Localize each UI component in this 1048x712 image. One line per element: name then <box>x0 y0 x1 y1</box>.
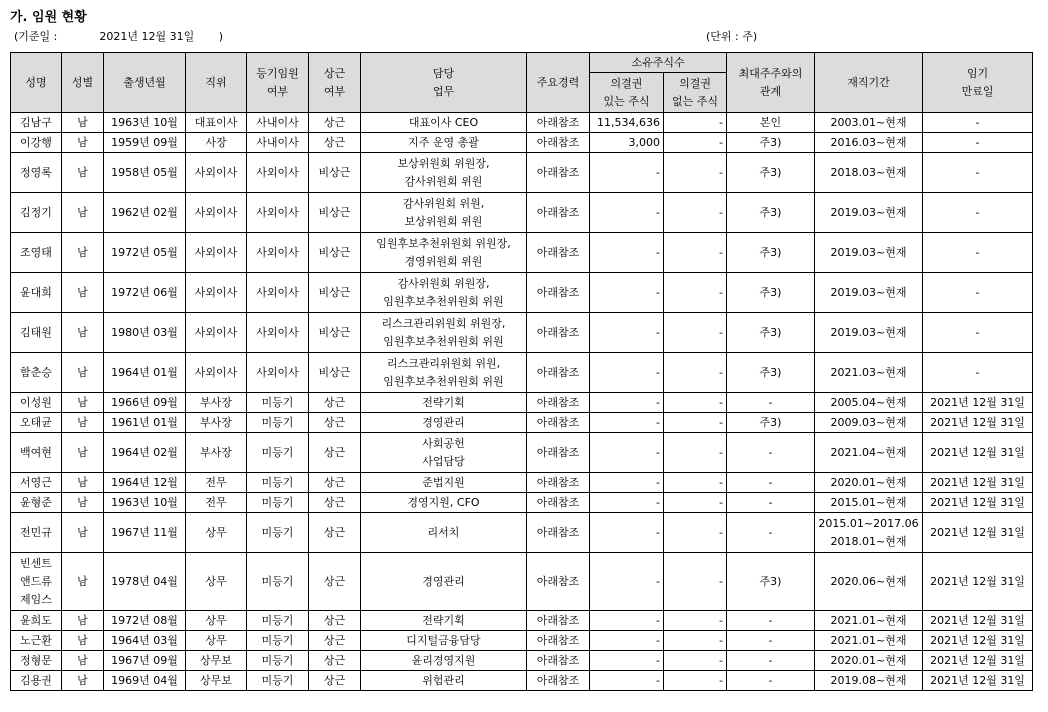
cell-career: 아래참조 <box>527 651 590 671</box>
cell-gender: 남 <box>62 493 104 513</box>
cell-voting: - <box>590 353 664 393</box>
cell-relation: - <box>727 473 815 493</box>
cell-gender: 남 <box>62 651 104 671</box>
cell-registered: 미등기 <box>247 473 309 493</box>
cell-nonvoting: - <box>664 433 727 473</box>
basis-label: (기준일 : <box>14 30 58 43</box>
cell-position: 사외이사 <box>186 233 247 273</box>
cell-position: 전무 <box>186 493 247 513</box>
cell-term-end: 2021년 12월 31일 <box>923 671 1033 691</box>
cell-position: 사장 <box>186 133 247 153</box>
cell-tenure: 2019.08~현재 <box>815 671 923 691</box>
cell-position: 전무 <box>186 473 247 493</box>
cell-fulltime: 상근 <box>309 473 361 493</box>
cell-duty: 위험관리 <box>361 671 527 691</box>
cell-voting: - <box>590 473 664 493</box>
table-row <box>11 671 1033 691</box>
table-row <box>11 553 1033 611</box>
cell-career: 아래참조 <box>527 273 590 313</box>
cell-nonvoting: - <box>664 113 727 133</box>
table-row <box>11 413 1033 433</box>
header-tenure: 재직기간 <box>815 53 923 113</box>
cell-duty: 경영관리 <box>361 413 527 433</box>
cell-tenure: 2015.01~현재 <box>815 493 923 513</box>
cell-name: 정영록 <box>11 153 62 193</box>
cell-gender: 남 <box>62 553 104 611</box>
cell-nonvoting: - <box>664 513 727 553</box>
cell-nonvoting: - <box>664 493 727 513</box>
cell-tenure: 2020.06~현재 <box>815 553 923 611</box>
cell-registered: 미등기 <box>247 611 309 631</box>
cell-name: 김정기 <box>11 193 62 233</box>
cell-voting: - <box>590 313 664 353</box>
cell-term-end: - <box>923 113 1033 133</box>
cell-position: 부사장 <box>186 433 247 473</box>
cell-fulltime: 상근 <box>309 433 361 473</box>
cell-name: 조영태 <box>11 233 62 273</box>
cell-tenure: 2016.03~현재 <box>815 133 923 153</box>
cell-term-end: - <box>923 353 1033 393</box>
cell-tenure: 2021.01~현재 <box>815 631 923 651</box>
cell-birth: 1963년 10월 <box>104 113 186 133</box>
unit-label: (단위 : 주) <box>706 30 758 43</box>
table-row <box>11 611 1033 631</box>
executive-table-body <box>11 113 1033 691</box>
cell-gender: 남 <box>62 193 104 233</box>
cell-voting: - <box>590 393 664 413</box>
cell-tenure: 2003.01~현재 <box>815 113 923 133</box>
cell-gender: 남 <box>62 133 104 153</box>
cell-registered: 사내이사 <box>247 133 309 153</box>
cell-gender: 남 <box>62 631 104 651</box>
table-row <box>11 393 1033 413</box>
cell-registered: 미등기 <box>247 631 309 651</box>
cell-tenure: 2009.03~현재 <box>815 413 923 433</box>
cell-registered: 미등기 <box>247 393 309 413</box>
cell-nonvoting: - <box>664 413 727 433</box>
cell-career: 아래참조 <box>527 611 590 631</box>
cell-tenure: 2019.03~현재 <box>815 233 923 273</box>
cell-term-end: 2021년 12월 31일 <box>923 513 1033 553</box>
cell-name: 윤형준 <box>11 493 62 513</box>
header-registered: 등기임원 여부 <box>247 53 309 113</box>
cell-nonvoting: - <box>664 193 727 233</box>
cell-relation: - <box>727 393 815 413</box>
cell-term-end: - <box>923 273 1033 313</box>
cell-birth: 1972년 08월 <box>104 611 186 631</box>
cell-term-end: 2021년 12월 31일 <box>923 413 1033 433</box>
cell-birth: 1964년 01월 <box>104 353 186 393</box>
cell-nonvoting: - <box>664 273 727 313</box>
cell-name: 김용권 <box>11 671 62 691</box>
cell-fulltime: 상근 <box>309 133 361 153</box>
basis-date-line <box>14 28 223 44</box>
cell-fulltime: 상근 <box>309 413 361 433</box>
cell-name: 전민규 <box>11 513 62 553</box>
cell-birth: 1967년 11월 <box>104 513 186 553</box>
cell-career: 아래참조 <box>527 133 590 153</box>
cell-relation: - <box>727 513 815 553</box>
cell-registered: 사외이사 <box>247 353 309 393</box>
cell-name: 김남구 <box>11 113 62 133</box>
cell-registered: 사외이사 <box>247 273 309 313</box>
cell-position: 상무보 <box>186 651 247 671</box>
cell-birth: 1964년 03월 <box>104 631 186 651</box>
header-fulltime: 상근 여부 <box>309 53 361 113</box>
cell-voting: - <box>590 631 664 651</box>
cell-birth: 1963년 10월 <box>104 493 186 513</box>
cell-career: 아래참조 <box>527 671 590 691</box>
cell-birth: 1964년 12월 <box>104 473 186 493</box>
cell-fulltime: 상근 <box>309 671 361 691</box>
cell-tenure: 2015.01~2017.06 2018.01~현재 <box>815 513 923 553</box>
cell-term-end: - <box>923 193 1033 233</box>
cell-gender: 남 <box>62 513 104 553</box>
cell-position: 대표이사 <box>186 113 247 133</box>
cell-duty: 디지털금융담당 <box>361 631 527 651</box>
cell-career: 아래참조 <box>527 353 590 393</box>
cell-position: 상무보 <box>186 671 247 691</box>
cell-gender: 남 <box>62 273 104 313</box>
table-row <box>11 493 1033 513</box>
cell-relation: 주3) <box>727 413 815 433</box>
cell-nonvoting: - <box>664 133 727 153</box>
cell-gender: 남 <box>62 433 104 473</box>
header-shares: 소유주식수 <box>590 53 727 73</box>
cell-voting: - <box>590 553 664 611</box>
cell-name: 빈센트 앤드류 제임스 <box>11 553 62 611</box>
cell-voting: - <box>590 273 664 313</box>
cell-tenure: 2019.03~현재 <box>815 193 923 233</box>
cell-duty: 임원후보추천위원회 위원장, 경영위원회 위원 <box>361 233 527 273</box>
cell-duty: 경영지원, CFO <box>361 493 527 513</box>
cell-tenure: 2021.01~현재 <box>815 611 923 631</box>
cell-gender: 남 <box>62 153 104 193</box>
cell-relation: 주3) <box>727 133 815 153</box>
table-row <box>11 273 1033 313</box>
cell-term-end: 2021년 12월 31일 <box>923 651 1033 671</box>
cell-registered: 사내이사 <box>247 113 309 133</box>
cell-birth: 1980년 03월 <box>104 313 186 353</box>
cell-registered: 사외이사 <box>247 313 309 353</box>
cell-fulltime: 상근 <box>309 651 361 671</box>
cell-tenure: 2021.03~현재 <box>815 353 923 393</box>
cell-career: 아래참조 <box>527 193 590 233</box>
cell-nonvoting: - <box>664 473 727 493</box>
cell-position: 상무 <box>186 553 247 611</box>
header-shares-nonvoting: 의결권 없는 주식 <box>664 73 727 113</box>
table-row <box>11 313 1033 353</box>
cell-relation: 주3) <box>727 313 815 353</box>
cell-duty: 전략기획 <box>361 393 527 413</box>
cell-duty: 윤리경영지원 <box>361 651 527 671</box>
table-row <box>11 113 1033 133</box>
cell-nonvoting: - <box>664 313 727 353</box>
cell-career: 아래참조 <box>527 631 590 651</box>
cell-term-end: 2021년 12월 31일 <box>923 433 1033 473</box>
cell-birth: 1967년 09월 <box>104 651 186 671</box>
cell-duty: 보상위원회 위원장, 감사위원회 위원 <box>361 153 527 193</box>
cell-duty: 사회공헌 사업담당 <box>361 433 527 473</box>
cell-relation: - <box>727 671 815 691</box>
cell-fulltime: 상근 <box>309 553 361 611</box>
cell-relation: - <box>727 651 815 671</box>
cell-voting: 3,000 <box>590 133 664 153</box>
basis-date: 2021년 12월 31일 <box>99 30 195 43</box>
cell-voting: - <box>590 671 664 691</box>
cell-relation: 주3) <box>727 353 815 393</box>
cell-duty: 전략기획 <box>361 611 527 631</box>
cell-career: 아래참조 <box>527 513 590 553</box>
cell-tenure: 2020.01~현재 <box>815 473 923 493</box>
cell-nonvoting: - <box>664 651 727 671</box>
cell-birth: 1966년 09월 <box>104 393 186 413</box>
cell-registered: 미등기 <box>247 651 309 671</box>
cell-registered: 사외이사 <box>247 233 309 273</box>
cell-career: 아래참조 <box>527 473 590 493</box>
cell-registered: 미등기 <box>247 433 309 473</box>
cell-position: 사외이사 <box>186 313 247 353</box>
cell-nonvoting: - <box>664 393 727 413</box>
cell-gender: 남 <box>62 353 104 393</box>
cell-term-end: 2021년 12월 31일 <box>923 553 1033 611</box>
cell-fulltime: 상근 <box>309 631 361 651</box>
cell-gender: 남 <box>62 473 104 493</box>
cell-birth: 1959년 09월 <box>104 133 186 153</box>
cell-nonvoting: - <box>664 353 727 393</box>
cell-name: 노근환 <box>11 631 62 651</box>
cell-career: 아래참조 <box>527 553 590 611</box>
header-position: 직위 <box>186 53 247 113</box>
cell-birth: 1972년 06월 <box>104 273 186 313</box>
cell-registered: 미등기 <box>247 553 309 611</box>
cell-relation: - <box>727 433 815 473</box>
cell-position: 부사장 <box>186 413 247 433</box>
cell-relation: 주3) <box>727 153 815 193</box>
table-row <box>11 133 1033 153</box>
cell-fulltime: 비상근 <box>309 153 361 193</box>
cell-fulltime: 비상근 <box>309 273 361 313</box>
cell-position: 상무 <box>186 631 247 651</box>
cell-name: 윤대희 <box>11 273 62 313</box>
cell-gender: 남 <box>62 611 104 631</box>
header-birth: 출생년월 <box>104 53 186 113</box>
cell-duty: 리서치 <box>361 513 527 553</box>
cell-name: 백여현 <box>11 433 62 473</box>
header-career: 주요경력 <box>527 53 590 113</box>
cell-nonvoting: - <box>664 671 727 691</box>
cell-registered: 사외이사 <box>247 193 309 233</box>
cell-name: 정형문 <box>11 651 62 671</box>
cell-fulltime: 상근 <box>309 393 361 413</box>
cell-voting: - <box>590 153 664 193</box>
cell-voting: - <box>590 493 664 513</box>
cell-nonvoting: - <box>664 153 727 193</box>
table-row <box>11 651 1033 671</box>
cell-registered: 미등기 <box>247 671 309 691</box>
cell-voting: - <box>590 651 664 671</box>
cell-position: 상무 <box>186 611 247 631</box>
section-title: 가. 임원 현황 <box>10 10 87 25</box>
cell-birth: 1972년 05월 <box>104 233 186 273</box>
cell-career: 아래참조 <box>527 433 590 473</box>
cell-position: 상무 <box>186 513 247 553</box>
cell-nonvoting: - <box>664 631 727 651</box>
header-term-end: 임기 만료일 <box>923 53 1033 113</box>
table-row <box>11 193 1033 233</box>
cell-term-end: - <box>923 233 1033 273</box>
cell-duty: 준법지원 <box>361 473 527 493</box>
cell-registered: 사외이사 <box>247 153 309 193</box>
header-duty: 담당 업무 <box>361 53 527 113</box>
cell-term-end: - <box>923 313 1033 353</box>
cell-nonvoting: - <box>664 233 727 273</box>
cell-gender: 남 <box>62 671 104 691</box>
cell-name: 오태균 <box>11 413 62 433</box>
cell-fulltime: 비상근 <box>309 353 361 393</box>
table-row <box>11 233 1033 273</box>
cell-career: 아래참조 <box>527 113 590 133</box>
cell-birth: 1964년 02월 <box>104 433 186 473</box>
cell-birth: 1961년 01월 <box>104 413 186 433</box>
cell-position: 부사장 <box>186 393 247 413</box>
cell-gender: 남 <box>62 413 104 433</box>
cell-voting: - <box>590 433 664 473</box>
cell-term-end: 2021년 12월 31일 <box>923 611 1033 631</box>
cell-career: 아래참조 <box>527 313 590 353</box>
cell-name: 서영근 <box>11 473 62 493</box>
cell-gender: 남 <box>62 113 104 133</box>
cell-nonvoting: - <box>664 553 727 611</box>
cell-position: 사외이사 <box>186 153 247 193</box>
cell-registered: 미등기 <box>247 413 309 433</box>
table-row <box>11 631 1033 651</box>
cell-duty: 지주 운영 총괄 <box>361 133 527 153</box>
cell-term-end: 2021년 12월 31일 <box>923 631 1033 651</box>
cell-voting: - <box>590 233 664 273</box>
cell-tenure: 2019.03~현재 <box>815 273 923 313</box>
cell-fulltime: 상근 <box>309 513 361 553</box>
cell-voting: - <box>590 413 664 433</box>
cell-nonvoting: - <box>664 611 727 631</box>
cell-position: 사외이사 <box>186 193 247 233</box>
cell-duty: 대표이사 CEO <box>361 113 527 133</box>
cell-tenure: 2019.03~현재 <box>815 313 923 353</box>
cell-birth: 1978년 04월 <box>104 553 186 611</box>
cell-fulltime: 비상근 <box>309 313 361 353</box>
cell-fulltime: 상근 <box>309 611 361 631</box>
executive-table <box>10 52 1033 691</box>
cell-name: 윤희도 <box>11 611 62 631</box>
cell-position: 사외이사 <box>186 273 247 313</box>
cell-name: 함춘승 <box>11 353 62 393</box>
cell-career: 아래참조 <box>527 393 590 413</box>
cell-term-end: 2021년 12월 31일 <box>923 393 1033 413</box>
cell-birth: 1969년 04월 <box>104 671 186 691</box>
cell-gender: 남 <box>62 233 104 273</box>
cell-relation: 주3) <box>727 193 815 233</box>
cell-duty: 감사위원회 위원장, 임원후보추천위원회 위원 <box>361 273 527 313</box>
cell-career: 아래참조 <box>527 413 590 433</box>
cell-career: 아래참조 <box>527 493 590 513</box>
cell-term-end: - <box>923 133 1033 153</box>
cell-relation: 주3) <box>727 553 815 611</box>
cell-gender: 남 <box>62 313 104 353</box>
cell-gender: 남 <box>62 393 104 413</box>
table-row <box>11 473 1033 493</box>
cell-fulltime: 상근 <box>309 493 361 513</box>
cell-term-end: 2021년 12월 31일 <box>923 473 1033 493</box>
cell-term-end: 2021년 12월 31일 <box>923 493 1033 513</box>
cell-relation: 주3) <box>727 273 815 313</box>
cell-duty: 감사위원회 위원, 보상위원회 위원 <box>361 193 527 233</box>
cell-voting: 11,534,636 <box>590 113 664 133</box>
cell-duty: 리스크관리위원회 위원장, 임원후보추천위원회 위원 <box>361 313 527 353</box>
cell-tenure: 2005.04~현재 <box>815 393 923 413</box>
cell-position: 사외이사 <box>186 353 247 393</box>
table-row <box>11 513 1033 553</box>
cell-term-end: - <box>923 153 1033 193</box>
basis-close: ) <box>218 30 223 43</box>
cell-relation: 본인 <box>727 113 815 133</box>
header-relation: 최대주주와의 관계 <box>727 53 815 113</box>
cell-voting: - <box>590 193 664 233</box>
cell-registered: 미등기 <box>247 513 309 553</box>
cell-tenure: 2018.03~현재 <box>815 153 923 193</box>
cell-fulltime: 상근 <box>309 113 361 133</box>
cell-voting: - <box>590 513 664 553</box>
header-name: 성명 <box>11 53 62 113</box>
header-gender: 성별 <box>62 53 104 113</box>
table-row <box>11 433 1033 473</box>
cell-relation: - <box>727 611 815 631</box>
cell-registered: 미등기 <box>247 493 309 513</box>
cell-career: 아래참조 <box>527 153 590 193</box>
cell-voting: - <box>590 611 664 631</box>
cell-name: 이강행 <box>11 133 62 153</box>
cell-fulltime: 비상근 <box>309 193 361 233</box>
cell-career: 아래참조 <box>527 233 590 273</box>
table-row <box>11 353 1033 393</box>
table-row <box>11 153 1033 193</box>
cell-relation: - <box>727 631 815 651</box>
cell-tenure: 2020.01~현재 <box>815 651 923 671</box>
cell-fulltime: 비상근 <box>309 233 361 273</box>
cell-relation: - <box>727 493 815 513</box>
cell-name: 김태원 <box>11 313 62 353</box>
cell-birth: 1962년 02월 <box>104 193 186 233</box>
cell-tenure: 2021.04~현재 <box>815 433 923 473</box>
cell-duty: 경영관리 <box>361 553 527 611</box>
cell-birth: 1958년 05월 <box>104 153 186 193</box>
cell-relation: 주3) <box>727 233 815 273</box>
cell-duty: 리스크관리위원회 위원, 임원후보추천위원회 위원 <box>361 353 527 393</box>
cell-name: 이성원 <box>11 393 62 413</box>
header-shares-voting: 의결권 있는 주식 <box>590 73 664 113</box>
